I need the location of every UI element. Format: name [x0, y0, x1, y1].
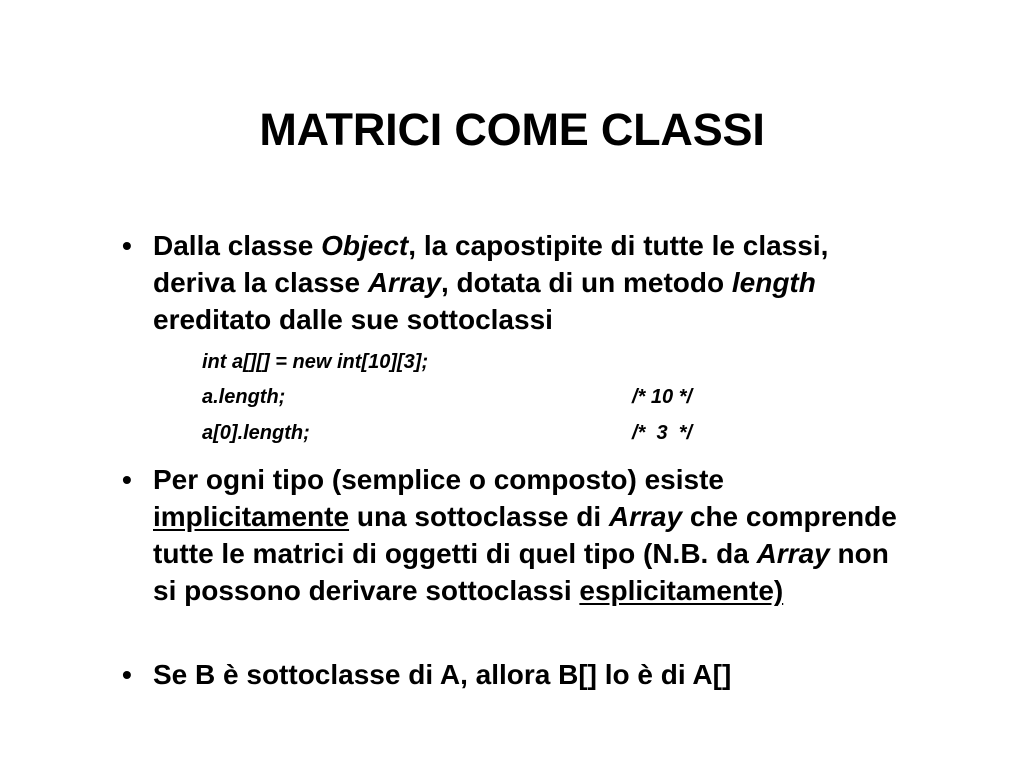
- code-line: a.length;: [202, 386, 286, 408]
- bullet-text: Dalla classe: [153, 230, 322, 261]
- bullet-array-subclass: [122, 461, 913, 609]
- bullet-icon: •: [122, 659, 132, 690]
- bullet-icon: •: [122, 464, 132, 495]
- bullet-text: non si possono derivare sottoclassi: [153, 538, 889, 606]
- code-comment: /* 10 */: [632, 386, 693, 408]
- bullet-underlined-term: implicitamente: [153, 501, 350, 532]
- bullet-underlined-term: esplicitamente): [579, 575, 784, 606]
- bullet-italic-term: Array: [608, 501, 683, 532]
- bullet-italic-term: Object: [321, 230, 409, 261]
- bullet-text: , dotata di un metodo: [441, 267, 732, 298]
- bullet-object-array: [122, 227, 913, 338]
- slide-title: MATRICI COME CLASSI: [259, 104, 765, 155]
- bullet-subclass-rule: [122, 656, 913, 693]
- bullet-text: che comprende tutte le matrici di oggetti di quel tipo (N.B. da: [153, 501, 897, 569]
- bullet-text: ereditato dalle sue sottoclassi: [153, 304, 553, 335]
- code-line: int a[][] = new int[10][3];: [202, 351, 429, 373]
- bullet-text: una sottoclasse di: [349, 501, 609, 532]
- bullet-text: Se B è sottoclasse di A, allora B[] lo è di A[]: [153, 659, 732, 690]
- bullet-text: , la capostipite di tutte le classi, deriva la classe: [153, 230, 829, 298]
- bullet-icon: •: [122, 230, 132, 261]
- bullet-italic-term: Array: [367, 267, 441, 298]
- code-comment: /* 3 */: [632, 422, 693, 444]
- bullet-italic-term: Array: [756, 538, 830, 569]
- bullet-italic-term: length: [731, 267, 816, 298]
- bullet-text: Per ogni tipo (semplice o composto) esiste: [153, 464, 724, 495]
- code-line: a[0].length;: [202, 422, 310, 444]
